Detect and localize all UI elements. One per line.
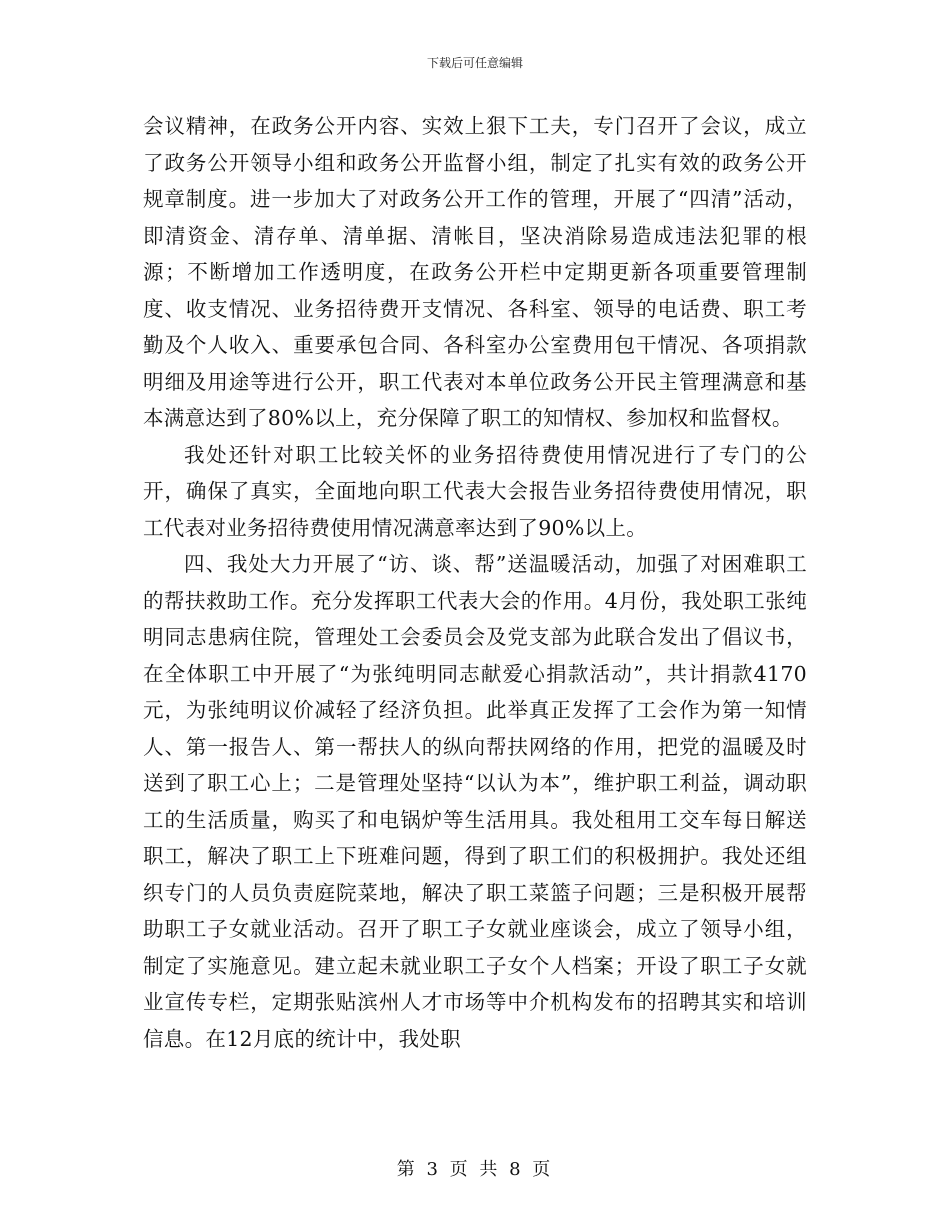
page-header: 下载后可任意编辑 xyxy=(426,56,523,70)
paragraph-2: 我处还针对职工比较关怀的业务招待费使用情况进行了专门的公开，确保了真实，全面地向职工代表大会报告业务招待费使用情况，职工代表对业务招待费使用情况满意率达到了90%以上。 xyxy=(143,442,807,540)
paragraph-1: 会议精神，在政务公开内容、实效上狠下工夫，专门召开了会议，成立了政务公开领导小组和政务公开监督小组，制定了扎实有效的政务公开规章制度。进一步加大了对政务公开工作的管理，开展了“四清”活动，即清资金、清存单、清单据、清帐目，坚决消除易造成违法犯罪的根源；不断增加工作透明度，在政务公开栏中定期更新各项重要管理制度、收支情况、业务招待费开支情况、各科室、领导的电话费、职工考勤及个人收入、重要承包合同、各科室办公室费用包干情况、各项捐款明细及用途等进行公开，职工代表对本单位政务公开民主管理满意和基本满意达到了80%以上，充分保障了职工的知情权、参加权和监督权。 xyxy=(143,114,807,430)
paragraph-3: 四、我处大力开展了“访、谈、帮”送温暖活动，加强了对困难职工的帮扶救助工作。充分发挥职工代表大会的作用。4月份，我处职工张纯明同志患病住院，管理处工会委员会及党支部为此联合发出了倡议书，在全体职工中开展了“为张纯明同志献爱心捐款活动”，共计捐款4170元，为张纯明议价减轻了经济负担。此举真正发挥了工会作为第一知情人、第一报告人、第一帮扶人的纵向帮扶网络的作用，把党的温暖及时送到了职工心上；二是管理处坚持“以认为本”，维护职工利益，调动职工的生活质量，购买了和电锅炉等生活用具。我处租用工交车每日解送职工，解决了职工上下班难问题，得到了职工们的积极拥护。我处还组织专门的人员负责庭院菜地，解决了职工菜篮子问题；三是积极开展帮助职工子女就业活动。召开了职工子女就业座谈会，成立了领导小组，制定了实施意见。建立起未就业职工子女个人档案；开设了职工子女就业宣传专栏，定期张贴滨州人才市场等中介机构发布的招聘其实和培训信息。在12月底的统计中，我处职 xyxy=(143,552,807,1051)
page-number-footer: 第 3 页 共 8 页 xyxy=(396,1159,554,1180)
document-body xyxy=(143,108,807,1057)
